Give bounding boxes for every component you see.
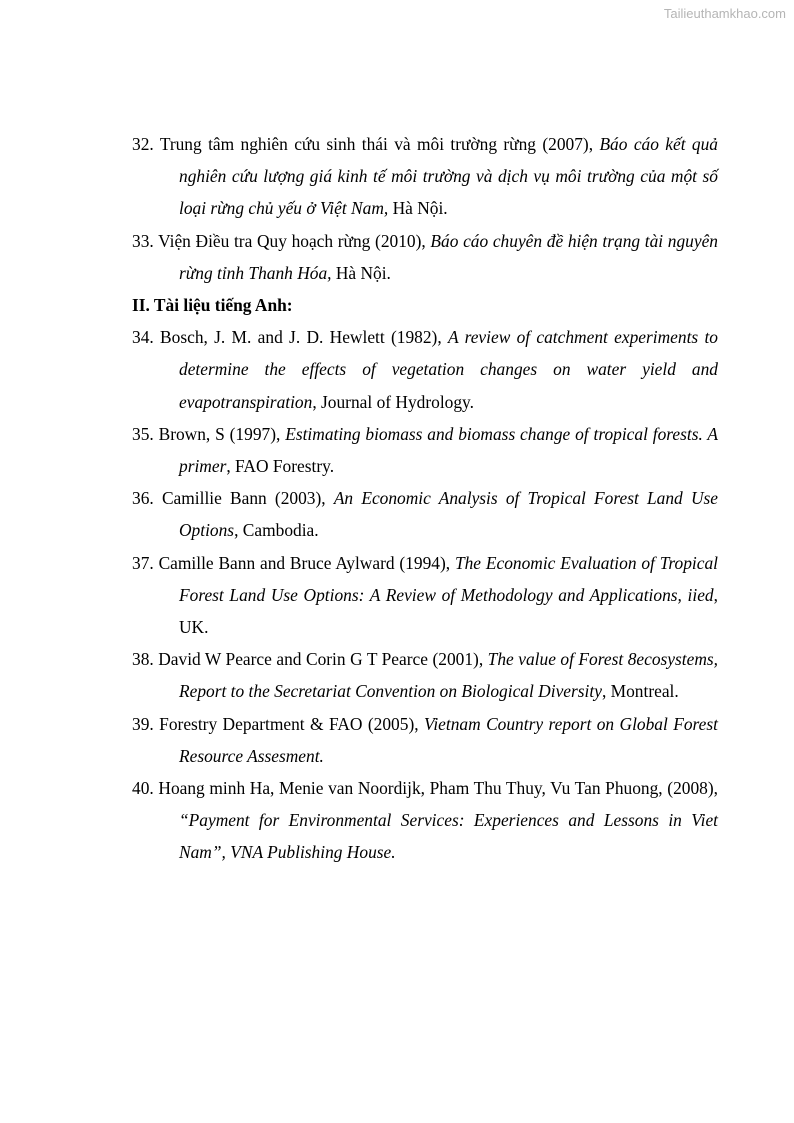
reference-number: 36. — [132, 488, 154, 509]
reference-title: An Economic Analysis of Tropical Forest Land Use Options — [179, 488, 718, 541]
reference-item — [132, 128, 718, 225]
reference-item — [132, 321, 718, 418]
reference-number: 37. — [132, 552, 154, 573]
reference-publisher: , Journal of Hydrology. — [312, 391, 474, 412]
watermark: Tailieuthamkhao.com — [663, 6, 786, 21]
reference-list — [132, 128, 718, 869]
reference-author: Viện Điều tra Quy hoạch rừng (2010), — [158, 230, 431, 251]
reference-title: The Economic Evaluation of Tropical Forest Land Use Options: A Review of Methodology and Applications, iied — [179, 552, 718, 605]
reference-item — [132, 482, 718, 546]
reference-item — [132, 418, 718, 482]
reference-author: David W Pearce and Corin G T Pearce (2001), — [158, 649, 488, 670]
reference-author: Hoang minh Ha, Menie van Noordijk, Pham Thu Thuy, Vu Tan Phuong, (2008), — [158, 778, 718, 799]
reference-author: Camille Bann and Bruce Aylward (1994), — [158, 552, 455, 573]
reference-item — [132, 225, 718, 289]
reference-number: 32. — [132, 134, 154, 154]
reference-publisher: Hà Nội. — [388, 198, 448, 219]
reference-title: “Payment for Environmental Services: Experiences and Lessons in Viet Nam”, VNA Publishing House. — [179, 810, 718, 863]
reference-title: The value of Forest 8ecosystems, Report to the Secretariat Convention on Biological Diversity — [179, 649, 718, 702]
reference-author: Bosch, J. M. and J. D. Hewlett (1982), — [160, 327, 448, 348]
reference-number: 39. — [132, 713, 154, 734]
section-heading: II. Tài liệu tiếng Anh: — [132, 295, 293, 316]
reference-publisher: , FAO Forestry. — [226, 456, 335, 477]
reference-title: Vietnam Country report on Global Forest Resource Assesment. — [179, 713, 718, 766]
reference-number: 34. — [132, 327, 154, 348]
reference-item — [132, 772, 718, 869]
reference-item — [132, 643, 718, 707]
reference-author: Brown, S (1997), — [158, 423, 286, 444]
reference-author: Trung tâm nghiên cứu sinh thái và môi trường rừng (2007), — [159, 134, 600, 154]
reference-title: A review of catchment experiments to determine the effects of vegetation changes on water yield and evapotranspiration — [179, 327, 718, 412]
reference-title: Báo cáo chuyên đề hiện trạng tài nguyên rừng tỉnh Thanh Hóa, — [179, 230, 718, 283]
reference-author: Forestry Department & FAO (2005), — [159, 713, 424, 734]
reference-title: Báo cáo kết quả nghiên cứu lượng giá kinh tế môi trường và dịch vụ môi trường của một số loại rừng chủ yếu ở Việt Nam, — [179, 134, 719, 219]
reference-title: Estimating biomass and biomass change of tropical forests. A primer — [179, 423, 718, 477]
reference-publisher: , Montreal. — [601, 681, 679, 702]
reference-number: 38. — [132, 649, 154, 670]
reference-publisher: , UK. — [179, 584, 718, 638]
reference-number: 35. — [132, 423, 154, 444]
reference-item — [132, 547, 718, 644]
reference-item — [132, 708, 718, 772]
reference-author: Camillie Bann (2003), — [161, 488, 334, 509]
reference-number: 40. — [132, 778, 154, 799]
reference-number: 33. — [132, 230, 154, 251]
reference-publisher: Hà Nội. — [331, 262, 391, 283]
reference-publisher: , Cambodia. — [234, 520, 319, 541]
